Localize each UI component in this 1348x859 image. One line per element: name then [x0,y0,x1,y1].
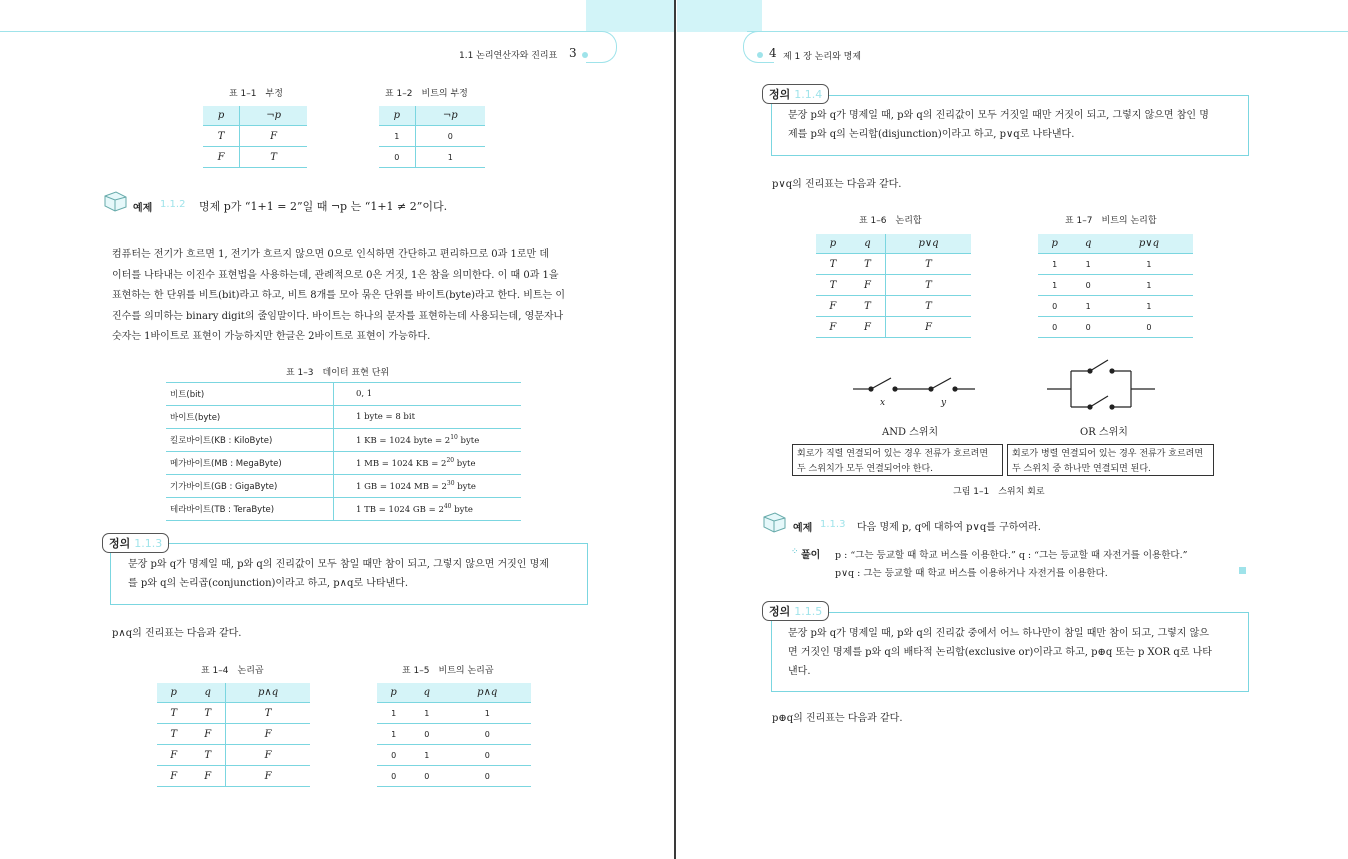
bit-byte-paragraph [112,245,592,348]
example-label: 예제 [793,523,813,534]
unit-name: 테라바이트(TB : TeraByte) [166,498,334,521]
cell: 0 [415,126,485,147]
col-header: p∨q [886,234,971,254]
or-switch-diagram [1047,356,1157,412]
unit-name: 기가바이트(GB : GigaByte) [166,475,334,498]
col-header: q [410,683,443,703]
paragraph-line: 컴퓨터는 전기가 흐르면 1, 전기가 흐르지 않으면 0으로 인식하면 간단하고 편리하므로 0과 1로만 데 [112,249,550,260]
solution-line-1: p : “그는 등교할 때 학교 버스를 이용한다.” q : “그는 등교할 때 자전거를 이용한다.” [835,550,1188,561]
page-dot [582,52,588,58]
table-1-3 [166,382,521,521]
header-rule [747,31,1348,32]
cell: F [203,147,240,168]
table-1-1 [203,106,307,168]
example-text: 다음 명제 p, q에 대하여 p∨q를 구하여라. [857,522,1041,533]
running-title: 제 1 장 논리와 명제 [783,52,862,62]
table-1-5: p q p∧q 1 1 1 1 0 0 0 1 0 0 0 0 [377,683,531,787]
table-1-7: p q p∨q 1 1 1 1 0 1 0 1 1 0 0 0 [1038,234,1193,338]
truth-table-intro: p∧q의 진리표는 다음과 같다. [112,628,242,639]
and-switch-label: AND 스위치 [882,427,939,438]
table-1-6: p q p∨q T T T T F T F T T F F F [816,234,971,338]
page-number: 3 [569,46,577,60]
end-mark [1239,567,1246,574]
col-header: ¬p [240,106,307,126]
table-1-3-caption: 표 1–3 데이터 표현 단위 [286,368,390,378]
table-1-6-caption: 표 1–6 논리합 [859,216,922,226]
definition-1-1-3-text: 문장 p와 q가 명제일 때, p와 q의 진리값이 모두 참일 때만 참이 되고, 그렇지 않으면 거짓인 명제 를 p와 q의 논리곱(conjunction)이라고 하고, p∧q로 나타낸다. [128,559,549,589]
and-switch-diagram [853,370,975,402]
col-header: ¬p [415,106,485,126]
example-book-icon [102,190,128,212]
unit-value: 1 TB = 1024 GB = $2^{40}$ byte [334,498,522,521]
col-header: p [379,106,415,126]
cell: 0 [379,147,415,168]
header-tab-decoration [677,0,762,32]
or-switch-label: OR 스위치 [1080,427,1128,438]
cell: 1 [379,126,415,147]
unit-value: 0, 1 [334,383,522,406]
figure-1-1-caption: 그림 1–1 스위치 회로 [953,487,1045,497]
table-1-1-caption: 표 1–1 부정 [229,89,283,99]
solution-label: 풀이 [801,550,821,561]
example-book-icon [761,511,787,533]
col-header: p∧q [226,683,310,703]
table-1-4: p q p∧q T T T T F F F T F F F F [157,683,310,787]
paragraph-line: 숫자는 1바이트로 표현이 가능하지만 한글은 2바이트로 표현이 가능하다. [112,331,431,342]
truth-table-intro-xor: p⊕q의 진리표는 다음과 같다. [772,713,903,724]
definition-1-1-4-text: 문장 p와 q가 명제일 때, p와 q의 진리값이 모두 거짓일 때만 거짓이 되고, 그렇지 않으면 참인 명 제를 p와 q의 논리합(disjunction)이라고 하고, p∨q로 나타낸다. [788,110,1209,140]
unit-value: 1 byte = 8 bit [334,406,522,429]
example-number: 1.1.2 [160,199,186,210]
table-1-2 [379,106,485,168]
paragraph-line: 표현하는 한 단위를 비트(bit)라고 하고, 비트 8개를 모아 묶은 단위를 바이트(byte)라고 한다. 비트는 이 [112,290,566,301]
example-text: 명제 p가 “1+1 = 2”일 때 ¬p 는 “1+1 ≠ 2”이다. [199,200,448,213]
definition-label: 정의 1.1.5 [762,601,829,621]
col-header: p [203,106,240,126]
truth-table-intro-or: p∨q의 진리표는 다음과 같다. [772,179,902,190]
cell: T [240,147,307,168]
unit-value: 1 GB = 1024 MB = $2^{30}$ byte [334,475,522,498]
cell: T [203,126,240,147]
example-number: 1.1.3 [820,519,846,530]
page-dot [757,52,763,58]
unit-name: 킬로바이트(KB : KiloByte) [166,429,334,452]
book-spine [674,0,676,859]
solution-line-2: p∨q : 그는 등교할 때 학교 버스를 이용하거나 자전거를 이용한다. [835,568,1108,579]
page-number: 4 [769,46,777,60]
and-switch-x: x [880,398,886,408]
paragraph-line: 진수를 의미하는 binary digit의 줄임말이다. 바이트는 하나의 문자를 표현하는데 사용되는데, 영문자나 [112,310,564,322]
col-header: q [1071,234,1104,254]
right-page [677,0,1348,859]
table-1-4-caption: 표 1–4 논리곱 [201,666,264,676]
col-header: p [157,683,190,703]
unit-name: 비트(bit) [166,383,334,406]
col-header: q [190,683,225,703]
example-label: 예제 [133,203,153,214]
unit-name: 메가바이트(MB : MegaByte) [166,452,334,475]
solution-dots-icon: ⁘ [791,547,799,557]
col-header: p∧q [443,683,531,703]
unit-value: 1 KB = 1024 byte = $2^{10}$ byte [334,429,522,452]
col-header: p [816,234,850,254]
unit-name: 바이트(byte) [166,406,334,429]
table-1-5-caption: 표 1–5 비트의 논리곱 [402,666,494,676]
table-1-7-caption: 표 1–7 비트의 논리합 [1065,216,1157,226]
running-title: 1.1 논리연산자와 진리표 [459,51,558,61]
definition-1-1-5-text: 문장 p와 q가 명제일 때, p와 q의 진리값 중에서 어느 하나만이 참일 때만 참이 되고, 그렇지 않으 면 거짓인 명제를 p와 q의 배타적 논리합(exclusive or)이라고 하고, p⊕q 또는 p XOR q로 나타 낸다. [788,628,1212,677]
cell: 1 [415,147,485,168]
header-curve [586,31,617,63]
col-header: p [377,683,410,703]
definition-label: 정의 1.1.3 [102,533,169,553]
or-switch-description: 회로가 병렬 연결되어 있는 경우 전류가 흐르려면 두 스위치 중 하나만 연결되면 된다. [1007,444,1214,476]
unit-value: 1 MB = 1024 KB = $2^{20}$ byte [334,452,522,475]
table-1-2-caption: 표 1–2 비트의 부정 [385,89,468,99]
header-tab-decoration [586,0,674,32]
and-switch-description: 회로가 직렬 연결되어 있는 경우 전류가 흐르려면 두 스위치가 모두 연결되어야 한다. [792,444,1003,476]
col-header: p∨q [1105,234,1193,254]
definition-label: 정의 1.1.4 [762,84,829,104]
paragraph-line: 이터를 나타내는 이진수 표현법을 사용하는데, 관례적으로 0은 거짓, 1은 참을 의미한다. 이 때 0과 1을 [112,269,559,281]
and-switch-y: y [941,398,947,408]
cell: F [240,126,307,147]
col-header: q [850,234,886,254]
col-header: p [1038,234,1071,254]
header-rule [0,31,600,32]
